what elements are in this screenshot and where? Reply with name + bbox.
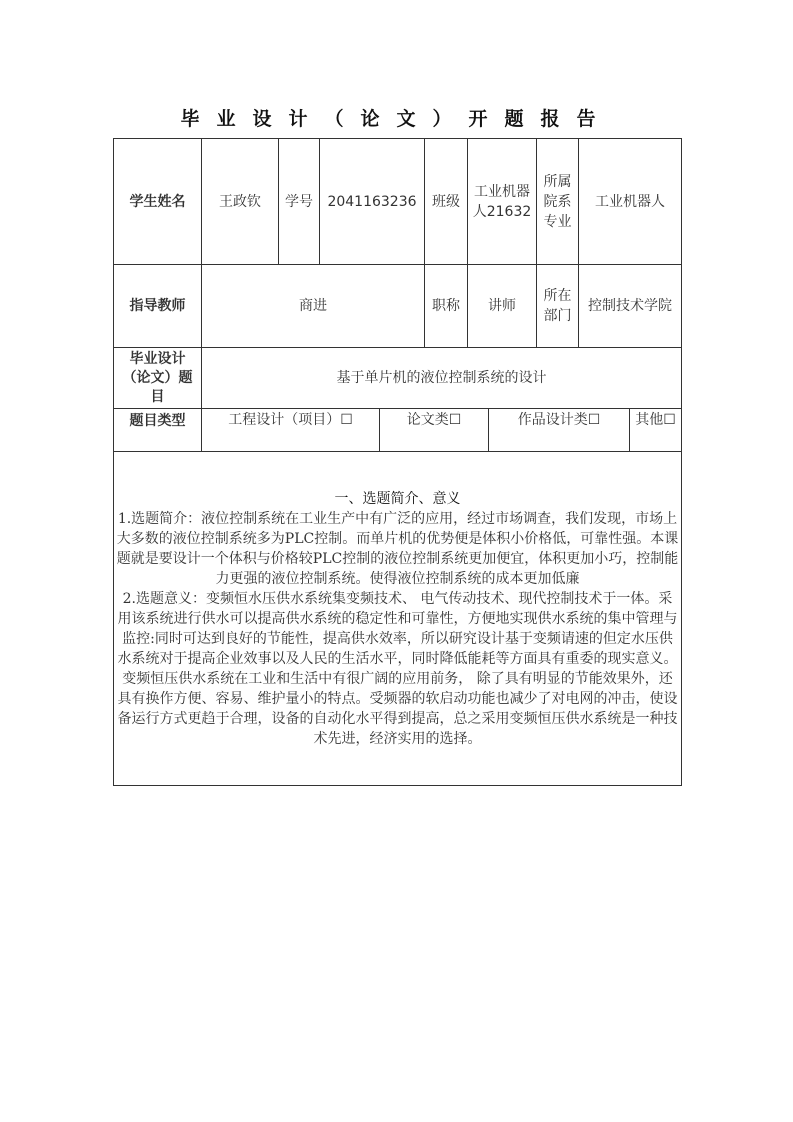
section-intro-row — [114, 452, 682, 786]
student-id-value: 2041163236 — [320, 139, 425, 265]
department-major-label: 所属院系专业 — [537, 139, 579, 265]
topic-row — [114, 348, 682, 409]
proposal-form-table — [113, 138, 682, 786]
advisor-value: 商进 — [202, 265, 425, 348]
page-title: 毕业设计（论文）开题报告 — [180, 108, 613, 130]
department-major-value: 工业机器人 — [579, 139, 682, 265]
title-label: 职称 — [425, 265, 468, 348]
section-heading: 一、选题简介、意义 — [334, 490, 461, 507]
significance-paragraph: 2.选题意义：变频恒水压供水系统集变频技术、 电气传动技术、现代控制技术于一体。采用该系统进行供水可以提高供水系统的稳定性和可靠性，方便地实现供水系统的集中管理与监控:同时可达到良好的节能性，提高供水效率，所以研究设计基于变频请速的但定水压供水系统对于提高企业效事以及人民的生活水平，同时降低能耗等方面具有重委的现实意义。 变频恒压供水系统在工业和生活中有很广阔的应用前务， 除了具有明显的节能效果外，还具有换作方便、容易、维护量小的特点。受频器的软启动功能也减少了对电网的冲击，使设备运行方式更趋于合理，设备的自动化水平得到提高，总之采用变频恒压供水系统是一种技术先进，经济实用的选择。 — [117, 590, 678, 747]
student-id-label: 学号 — [279, 139, 320, 265]
class-value: 工业机器人21632 — [468, 139, 537, 265]
advisor-label: 指导教师 — [114, 265, 202, 348]
topic-value: 基于单片机的液位控制系统的设计 — [202, 348, 682, 409]
class-label: 班级 — [425, 139, 468, 265]
student-name-label: 学生姓名 — [114, 139, 202, 265]
advisor-row — [114, 265, 682, 348]
type-option-engineering[interactable]: 工程设计（项目）☐ — [228, 412, 353, 428]
topic-type-row — [114, 409, 682, 452]
topic-label: 毕业设计（论文）题目 — [114, 348, 202, 409]
student-info-row — [114, 139, 682, 265]
title-value: 讲师 — [468, 265, 537, 348]
dept-value: 控制技术学院 — [579, 265, 682, 348]
student-name-value: 王政钦 — [202, 139, 279, 265]
type-option-thesis[interactable]: 论文类☐ — [379, 409, 488, 451]
type-option-other[interactable]: 其他☐ — [629, 409, 681, 451]
type-option-work-design[interactable]: 作品设计类☐ — [488, 409, 629, 451]
dept-label: 所在部门 — [537, 265, 579, 348]
intro-paragraph: 1.选题简介：液位控制系统在工业生产中有广泛的应用，经过市场调查，我们发现，市场上大多数的液位控制系统多为PLC控制。而单片机的优势便是体积小价格低，可靠性强。本课题就是要设计一个体积与价格较PLC控制的液位控制系统更加便宜，体积更加小巧，控制能力更强的液位控制系统。使得液位控制系统的成本更加低廉 — [116, 510, 679, 587]
topic-type-label: 题目类型 — [114, 409, 202, 452]
topic-type-options — [202, 409, 681, 451]
